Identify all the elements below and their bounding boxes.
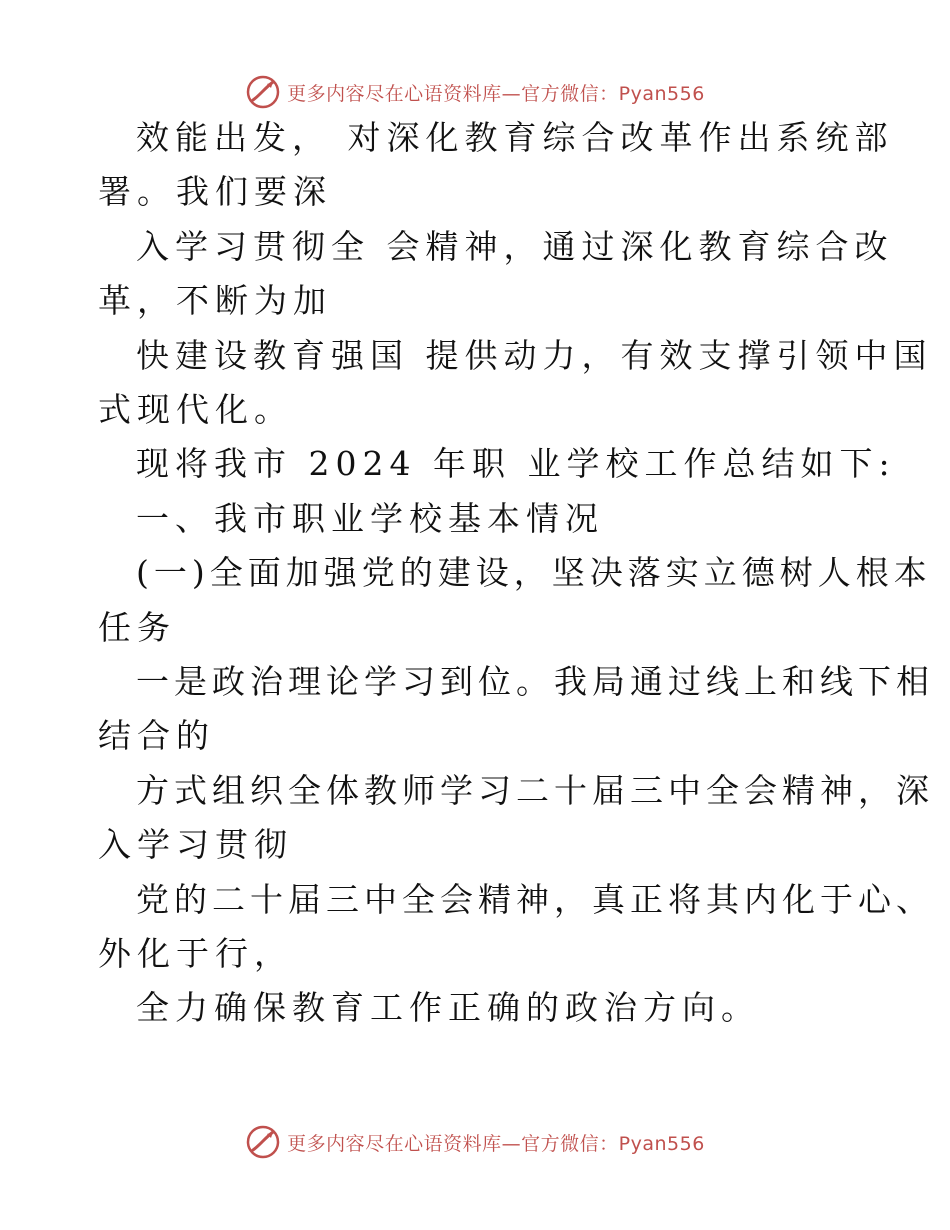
paragraph-line: 效能出发， 对深化教育综合改革作出系统部 (136, 118, 894, 157)
paragraph-line: 一是政治理论学习到位。我局通过线上和线下相 (136, 662, 934, 701)
paragraph-line: 一、我市职业学校基本情况 (136, 498, 604, 538)
header-watermark (0, 72, 950, 112)
pen-logo-icon (245, 1124, 281, 1160)
paragraph-line: 革，不断为加 (98, 281, 332, 321)
watermark-text (287, 1129, 705, 1156)
paragraph-line: 快建设教育强国 提供动力，有效支撑引领中国 (136, 335, 933, 375)
watermark-separator: — (501, 1132, 522, 1155)
paragraph-line: 全力确保教育工作正确的政治方向。 (136, 988, 760, 1028)
watermark-separator: — (501, 82, 522, 105)
paragraph-line: 党的二十届三中全会精神，真正将其内化于心、 (136, 879, 934, 919)
pen-logo-icon (245, 74, 281, 110)
paragraph-line: 结合的 (98, 716, 215, 756)
paragraph-line: (一)全面加强党的建设，坚决落实立德树人根本 (136, 553, 932, 593)
watermark-contact: 官方微信：Pyan556 (521, 1132, 705, 1155)
paragraph-line: 现将我市 2024 年职 业学校工作总结如下: (136, 444, 896, 484)
paragraph-line: 署。我们要深 (98, 172, 332, 212)
paragraph-line: 入学习贯彻全 会精神，通过深化教育综合改 (136, 226, 894, 266)
paragraph-line: 方式组织全体教师学习二十届三中全会精神，深 (136, 770, 934, 810)
paragraph-line: 外化于行， (98, 934, 293, 973)
watermark-contact: 官方微信：Pyan556 (521, 82, 705, 105)
paragraph-line: 入学习贯彻 (98, 825, 293, 865)
watermark-brand: 更多内容尽在心语资料库 (287, 82, 502, 105)
watermark-brand: 更多内容尽在心语资料库 (287, 1132, 502, 1155)
watermark-text (287, 79, 705, 106)
paragraph-line: 任务 (98, 607, 176, 647)
footer-watermark (0, 1122, 950, 1162)
paragraph-line: 式现代化。 (98, 390, 293, 429)
